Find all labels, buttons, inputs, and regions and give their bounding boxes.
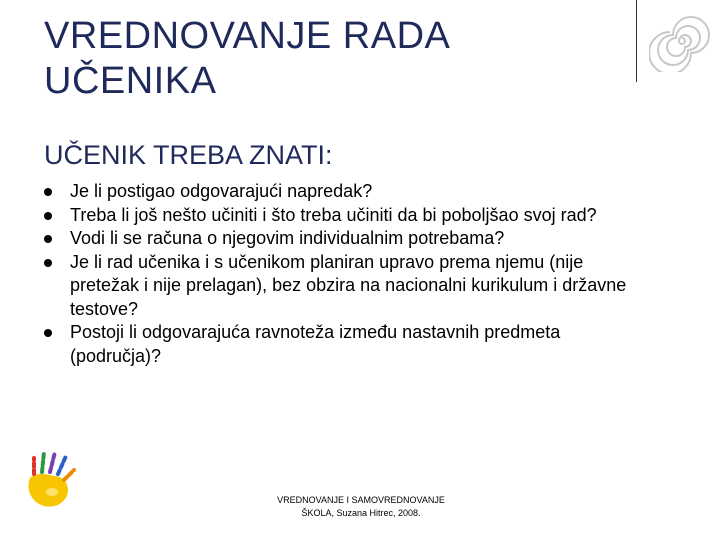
bullet-item — [44, 227, 644, 251]
bullet-text: Treba li još nešto učiniti i što treba učiniti da bi poboljšao svoj rad? — [70, 204, 597, 225]
bullet-item — [44, 180, 644, 204]
hand-print-logo — [22, 444, 84, 510]
bullet-item — [44, 204, 644, 228]
bullet-item — [44, 321, 644, 368]
title-line-2: UČENIKA — [44, 60, 217, 102]
bullet-dot-icon — [44, 188, 52, 196]
decorative-corner — [636, 0, 720, 82]
spiral-icon — [649, 10, 715, 72]
slide-footer — [236, 494, 486, 520]
bullet-text: Postoji li odgovarajuća ravnoteža između nastavnih predmeta (područja)? — [70, 322, 561, 366]
bullet-dot-icon — [44, 212, 52, 220]
bullet-text: Je li rad učenika i s učenikom planiran upravo prema njemu (nije pretežak i nije prelagan), bez obzira na nacionalni kurikulum i državne testove? — [70, 251, 627, 319]
bullet-dot-icon — [44, 329, 52, 337]
footer-line-1: VREDNOVANJE I SAMOVREDNOVANJE — [277, 495, 445, 505]
footer-line-2: ŠKOLA, Suzana Hitrec, 2008. — [301, 508, 421, 518]
bullet-text: Vodi li se računa o njegovim individualnim potrebama? — [70, 228, 505, 248]
bullet-list — [44, 180, 644, 368]
bullet-text: Je li postigao odgovarajući napredak? — [70, 181, 373, 201]
title-line-1: VREDNOVANJE RADA — [44, 15, 451, 57]
bullet-dot-icon — [44, 235, 52, 243]
bullet-item — [44, 251, 644, 322]
slide-title — [44, 14, 604, 104]
bullet-dot-icon — [44, 259, 52, 267]
slide-subtitle: UČENIK TREBA ZNATI: — [44, 140, 333, 170]
